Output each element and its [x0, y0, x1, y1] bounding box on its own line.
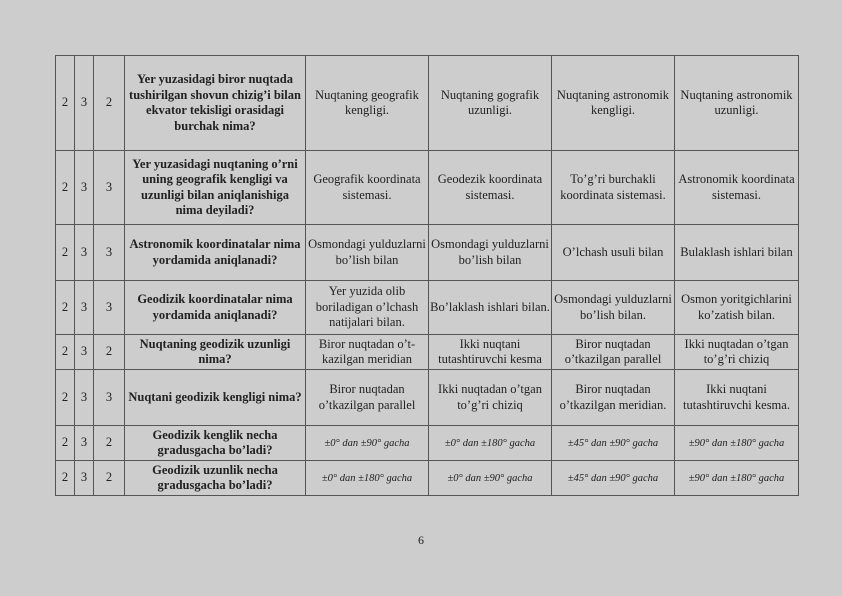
- col-a: 2: [56, 461, 75, 496]
- formula: ±90° dan ±180° gacha: [688, 437, 785, 449]
- quiz-table: [55, 55, 799, 496]
- table-row: [56, 56, 799, 151]
- formula: ±0° dan ±90° gacha: [447, 472, 533, 484]
- answer-cell: Bo’laklash ishlari bilan.: [429, 281, 552, 335]
- col-b: 3: [75, 370, 94, 426]
- formula: ±45° dan ±90° gacha: [567, 472, 659, 484]
- page-number: 6: [418, 533, 424, 547]
- answer-cell: Osmondagi yulduzlarni bo’lish bilan: [429, 225, 552, 281]
- question-cell: Geodizik koordinatalar nima yordamida aniqlanadi?: [125, 281, 306, 335]
- table-row: [56, 225, 799, 281]
- answer-cell: Nuqtaning geografik kengligi.: [306, 56, 429, 151]
- formula-cell: [552, 426, 675, 461]
- table-row: [56, 151, 799, 225]
- question-cell: Geodizik uzunlik necha gradusgacha bo’ladi?: [125, 461, 306, 496]
- answer-cell: Biror nuqtadan o’tkazilgan parallel: [306, 370, 429, 426]
- answer-cell: Biror nuqtadan o’t-kazilgan meridian: [306, 335, 429, 370]
- answer-cell: Osmondagi yulduzlarni bo’lish bilan.: [552, 281, 675, 335]
- col-c: 3: [94, 370, 125, 426]
- answer-cell: Osmon yoritgichlarini ko’zatish bilan.: [675, 281, 799, 335]
- answer-cell: Ikki nuqtadan o’tgan to’g’ri chiziq: [429, 370, 552, 426]
- answer-cell: Geografik koordinata sistemasi.: [306, 151, 429, 225]
- col-a: 2: [56, 56, 75, 151]
- table-row: [56, 335, 799, 370]
- formula-cell: [429, 426, 552, 461]
- col-c: 3: [94, 225, 125, 281]
- col-b: 3: [75, 461, 94, 496]
- formula-cell: [429, 461, 552, 496]
- question-cell: Astronomik koordinatalar nima yordamida aniqlanadi?: [125, 225, 306, 281]
- formula: ±0° dan ±90° gacha: [324, 437, 410, 449]
- col-c: 2: [94, 56, 125, 151]
- answer-cell: O’lchash usuli bilan: [552, 225, 675, 281]
- question-cell: Nuqtani geodizik kengligi nima?: [125, 370, 306, 426]
- formula-cell: [675, 426, 799, 461]
- answer-cell: To’g’ri burchakli koordinata sistemasi.: [552, 151, 675, 225]
- col-c: 2: [94, 461, 125, 496]
- question-cell: Yer yuzasidagi nuqtaning o’rni uning geografik kengligi va uzunligi bilan aniqlanishiga nima deyiladi?: [125, 151, 306, 225]
- answer-cell: Biror nuqtadan o’tkazilgan parallel: [552, 335, 675, 370]
- question-cell: Nuqtaning geodizik uzunligi nima?: [125, 335, 306, 370]
- answer-cell: Nuqtaning gografik uzunligi.: [429, 56, 552, 151]
- table-row: [56, 281, 799, 335]
- col-b: 3: [75, 225, 94, 281]
- table-row: [56, 370, 799, 426]
- table-row: [56, 426, 799, 461]
- col-b: 3: [75, 151, 94, 225]
- answer-cell: Nuqtaning astronomik kengligi.: [552, 56, 675, 151]
- answer-cell: Yer yuzida olib boriladigan o’lchash natijalari bilan.: [306, 281, 429, 335]
- col-b: 3: [75, 335, 94, 370]
- formula: ±0° dan ±180° gacha: [321, 472, 413, 484]
- col-a: 2: [56, 151, 75, 225]
- answer-cell: Astronomik koordinata sistemasi.: [675, 151, 799, 225]
- question-cell: Geodizik kenglik necha gradusgacha bo’ladi?: [125, 426, 306, 461]
- formula-cell: [552, 461, 675, 496]
- question-cell: Yer yuzasidagi biror nuqtada tushirilgan shovun chizig’i bilan ekvator tekisligi orasidagi burchak nima?: [125, 56, 306, 151]
- answer-cell: Osmondagi yulduzlarni bo’lish bilan: [306, 225, 429, 281]
- answer-cell: Geodezik koordinata sistemasi.: [429, 151, 552, 225]
- formula: ±45° dan ±90° gacha: [567, 437, 659, 449]
- col-b: 3: [75, 281, 94, 335]
- col-a: 2: [56, 426, 75, 461]
- formula: ±90° dan ±180° gacha: [688, 472, 785, 484]
- formula-cell: [306, 426, 429, 461]
- answer-cell: Bulaklash ishlari bilan: [675, 225, 799, 281]
- col-a: 2: [56, 281, 75, 335]
- formula-cell: [675, 461, 799, 496]
- formula-cell: [306, 461, 429, 496]
- answer-cell: Ikki nuqtani tutashtiruvchi kesma: [429, 335, 552, 370]
- col-a: 2: [56, 370, 75, 426]
- col-c: 3: [94, 281, 125, 335]
- col-c: 2: [94, 426, 125, 461]
- col-c: 3: [94, 151, 125, 225]
- answer-cell: Nuqtaning astronomik uzunligi.: [675, 56, 799, 151]
- col-a: 2: [56, 335, 75, 370]
- answer-cell: Ikki nuqtani tutashtiruvchi kesma.: [675, 370, 799, 426]
- col-b: 3: [75, 426, 94, 461]
- formula: ±0° dan ±180° gacha: [444, 437, 536, 449]
- col-b: 3: [75, 56, 94, 151]
- col-c: 2: [94, 335, 125, 370]
- answer-cell: Ikki nuqtadan o’tgan to’g’ri chiziq: [675, 335, 799, 370]
- answer-cell: Biror nuqtadan o’tkazilgan meridian.: [552, 370, 675, 426]
- col-a: 2: [56, 225, 75, 281]
- table-row: [56, 461, 799, 496]
